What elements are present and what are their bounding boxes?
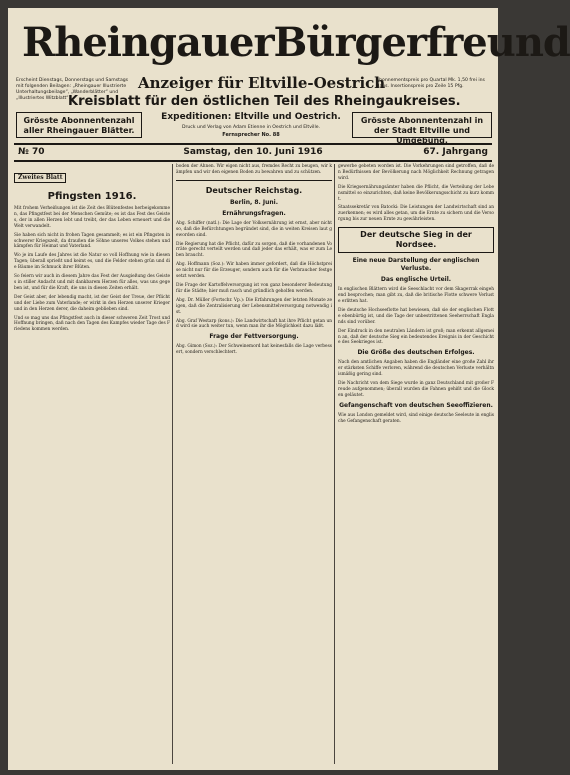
article-paragraph: Abg. Dr. Müller (Fortschr. Vp.): Die Erfahrungen der letzten Monate zeigen, daß die Zentralisierung der Lebensmittelversorgung notwendig ist. — [176, 297, 332, 315]
article-subhead: Eine neue Darstellung der englischen Verluste. — [352, 257, 480, 273]
article-paragraph: Staatssekretär von Batocki: Die Leistungen der Landwirtschaft sind anzuerkennen; es wird alles getan, um die Ernte zu sichern und die Versorgung bis zur neuen Ernte zu gewährleisten. — [338, 205, 494, 223]
article-paragraph: Abg. Schiffer (natl.): Die Lage der Volksernährung ist ernst, aber nicht so, daß die Befürchtungen begründet sind, die in weiten Kreisen laut geworden sind. — [176, 220, 332, 238]
article-paragraph: Wie aus London gemeldet wird, sind einige deutsche Seeleute in englische Gefangenschaft geraten. — [338, 412, 494, 424]
article-paragraph: gewerbe gebeten worden ist. Die Vorkehrungen sind getroffen, daß den Bedürfnissen der Bevölkerung nach Möglichkeit Rechnung getragen wird. — [338, 164, 494, 181]
article-paragraph: Abg. Graf Westarp (kons.): Die Landwirtschaft hat ihre Pflicht getan und wird sie auch weiter tun, wenn man ihr die Möglichkeit dazu läßt. — [176, 318, 332, 330]
section-kicker: Zweites Blatt — [14, 173, 66, 183]
dateline-bar — [14, 143, 492, 162]
article-paragraph: So feiern wir auch in diesem Jahre das Fest der Ausgießung des Geistes in stiller Andacht und mit dankbarem Herzen für alles, was uns gegeben ist, und für die Kraft, die uns in diesen Zeiten erhält. — [14, 274, 170, 291]
article-paragraph: Wo je im Laufe des Jahres ist die Natur so voll Hoffnung wie in diesen Tagen; überall sprießt und keimt es, und die Felder stehen grün und die Bäume im Schmuck ihrer Blüten. — [14, 253, 170, 271]
title-left: Rheingauer — [22, 19, 274, 66]
article-headline: Deutscher Reichstag. — [205, 185, 303, 195]
article-paragraph: In englischen Blättern wird die Seeschlacht vor dem Skagerrak eingehend besprochen; man gibt zu, daß die britische Flotte schwere Verluste erlitten hat. — [338, 287, 494, 304]
title-right: Bürgerfreund — [273, 19, 570, 66]
kreisblatt-line: Kreisblatt für den östlichen Teil des Rheingaukreises. — [68, 94, 461, 109]
circulation-box-right: Grösste Abonnentenzahl in der Stadt Eltville und Umgebung. — [352, 112, 492, 138]
article-paragraph: Die Frage der Kartoffelversorgung ist von ganz besonderer Bedeutung für die Städte; hier muß rasch und gründlich geholfen werden. — [176, 282, 332, 294]
article-headline: Pfingsten 1916. — [47, 191, 137, 202]
article-separator — [176, 180, 332, 181]
column-3 — [338, 164, 494, 764]
expeditionen-line: Expeditionen: Eltville und Oestrich. — [161, 112, 341, 122]
article-paragraph: Mit frohem Verheißungen ist die Zeit des Blütenfestes herbeigekommen, das Pfingstfest bei der Menschen Gemüte; es ist das Fest des Geistes, der in allen Herzen lebt und treibt, der das Leben erneuert und die Welt verwandelt. — [14, 206, 170, 229]
issue-number: № 70 — [18, 147, 45, 157]
masthead-title — [22, 14, 570, 72]
masthead-subtitle: Anzeiger für Eltville-Oestrich — [138, 74, 386, 92]
article-subhead: Die Größe des deutschen Erfolges. — [357, 349, 475, 357]
article-paragraph: Der Eindruck in den neutralen Ländern ist groß; man erkennt allgemein an, daß der deutsche Sieg ein bedeutendes Ereignis in der Geschichte des Seekrieges ist. — [338, 328, 494, 346]
column-2 — [176, 164, 332, 764]
article-paragraph: Abg. Hoffmann (Soz.): Wir haben immer gefordert, daß die Höchstpreise nicht nur für die Erzeuger, sondern auch für die Verbraucher festgesetzt werden. — [176, 262, 332, 280]
article-subhead: Gefangenschaft von deutschen Seeoffizieren. — [339, 401, 493, 409]
masthead — [8, 8, 570, 158]
column-rule — [172, 164, 173, 764]
publication-info: Erscheint Dienstags, Donnerstags und Samstags mit folgenden Beilagen: „Rheingauer Illustrierte Unterhaltungsbeilage“, „Wanderblätter“ und „Illustriertes Witzblatt“. — [16, 78, 129, 101]
issue-date: Samstag, den 10. Juni 1916 — [183, 147, 323, 157]
article-paragraph: boden der Ahnen. Wir eigen nicht aus, fremdes Recht zu beugen, wir kämpfen und wir den eigenen Boden zu bewahren und zu schützen. — [176, 164, 332, 175]
volume-year: 67. Jahrgang — [423, 147, 488, 157]
newspaper-page — [8, 8, 570, 770]
article-paragraph: Nach den amtlichen Angaben haben die Engländer eine große Zahl ihrer stärksten Schiffe verloren, während die deutschen Verluste verhältnismäßig gering sind. — [338, 360, 494, 378]
boxed-headline: Der deutsche Sieg in der Nordsee. — [338, 227, 494, 253]
column-rule — [334, 164, 335, 764]
article-paragraph: Sie haben sich nicht in frohen Tagen gesammelt; es ist ein Pfingsten in schwerer Kriegszeit, da draußen die Söhne unseres Volkes stehen und kämpfen für Heimat und Vaterland. — [14, 232, 170, 250]
column-1 — [14, 164, 170, 764]
article-paragraph: Die Nachricht von dem Siege wurde in ganz Deutschland mit großer Freude aufgenommen; überall wurden die Fahnen gehißt und die Glocken geläutet. — [338, 381, 494, 398]
circulation-box-left: Grösste Abonnentenzahl aller Rheingauer Blätter. — [16, 112, 142, 138]
article-subhead: Frage der Fettversorgung. — [209, 333, 299, 341]
article-paragraph: Die Regierung hat die Pflicht, dafür zu sorgen, daß die vorhandenen Vorräte gerecht verteilt werden und daß jeder das erhält, was er zum Leben braucht. — [176, 241, 333, 259]
article-paragraph: Abg. Gimon (Soz.): Der Schweinemord hat keinesfalls die Lage verbessert, sondern verschlechtert. — [176, 344, 332, 356]
article-subhead: Ernährungsfragen. — [222, 209, 286, 217]
article-paragraph: Die deutsche Hochseeflotte hat bewiesen, daß sie der englischen Flotte ebenbürtig ist, und die Tage der unbestrittenen Seeherrschaft Englands sind vorüber. — [338, 307, 494, 325]
article-paragraph: Der Geist aber, der lebendig macht, ist der Geist der Treue, der Pflicht und der Liebe zum Vaterlande; er wirkt in den Herzen unserer Krieger und in den Herzen derer, die daheim geblieben sind. — [14, 294, 170, 312]
telephone-line: Fernsprecher No. 88 — [222, 132, 280, 138]
article-paragraph: Die Kriegsernährungsämter haben die Pflicht, die Verteilung der Lebensmittel so einzurichten, daß keine Bevölkerungsschicht zu kurz kommt. — [338, 184, 494, 202]
article-subhead: Das englische Urteil. — [380, 276, 452, 284]
article-paragraph: Und so mag uns das Pfingstfest auch in dieser schweren Zeit Trost und Hoffnung bringen, daß nach den Tagen des Kampfes wieder Tage des Friedens kommen werden. — [14, 315, 170, 333]
publisher-line: Druck und Verlag von Adam Etienne in Oestrich und Eltville. — [181, 125, 321, 130]
article-dateline: Berlin, 8. Juni. — [229, 198, 278, 206]
subscription-info: Abonnementspreis pro Quartal Mk. 1,50 frei ins Haus. Insertionspreis pro Zeile 15 Pfg. — [376, 78, 485, 89]
